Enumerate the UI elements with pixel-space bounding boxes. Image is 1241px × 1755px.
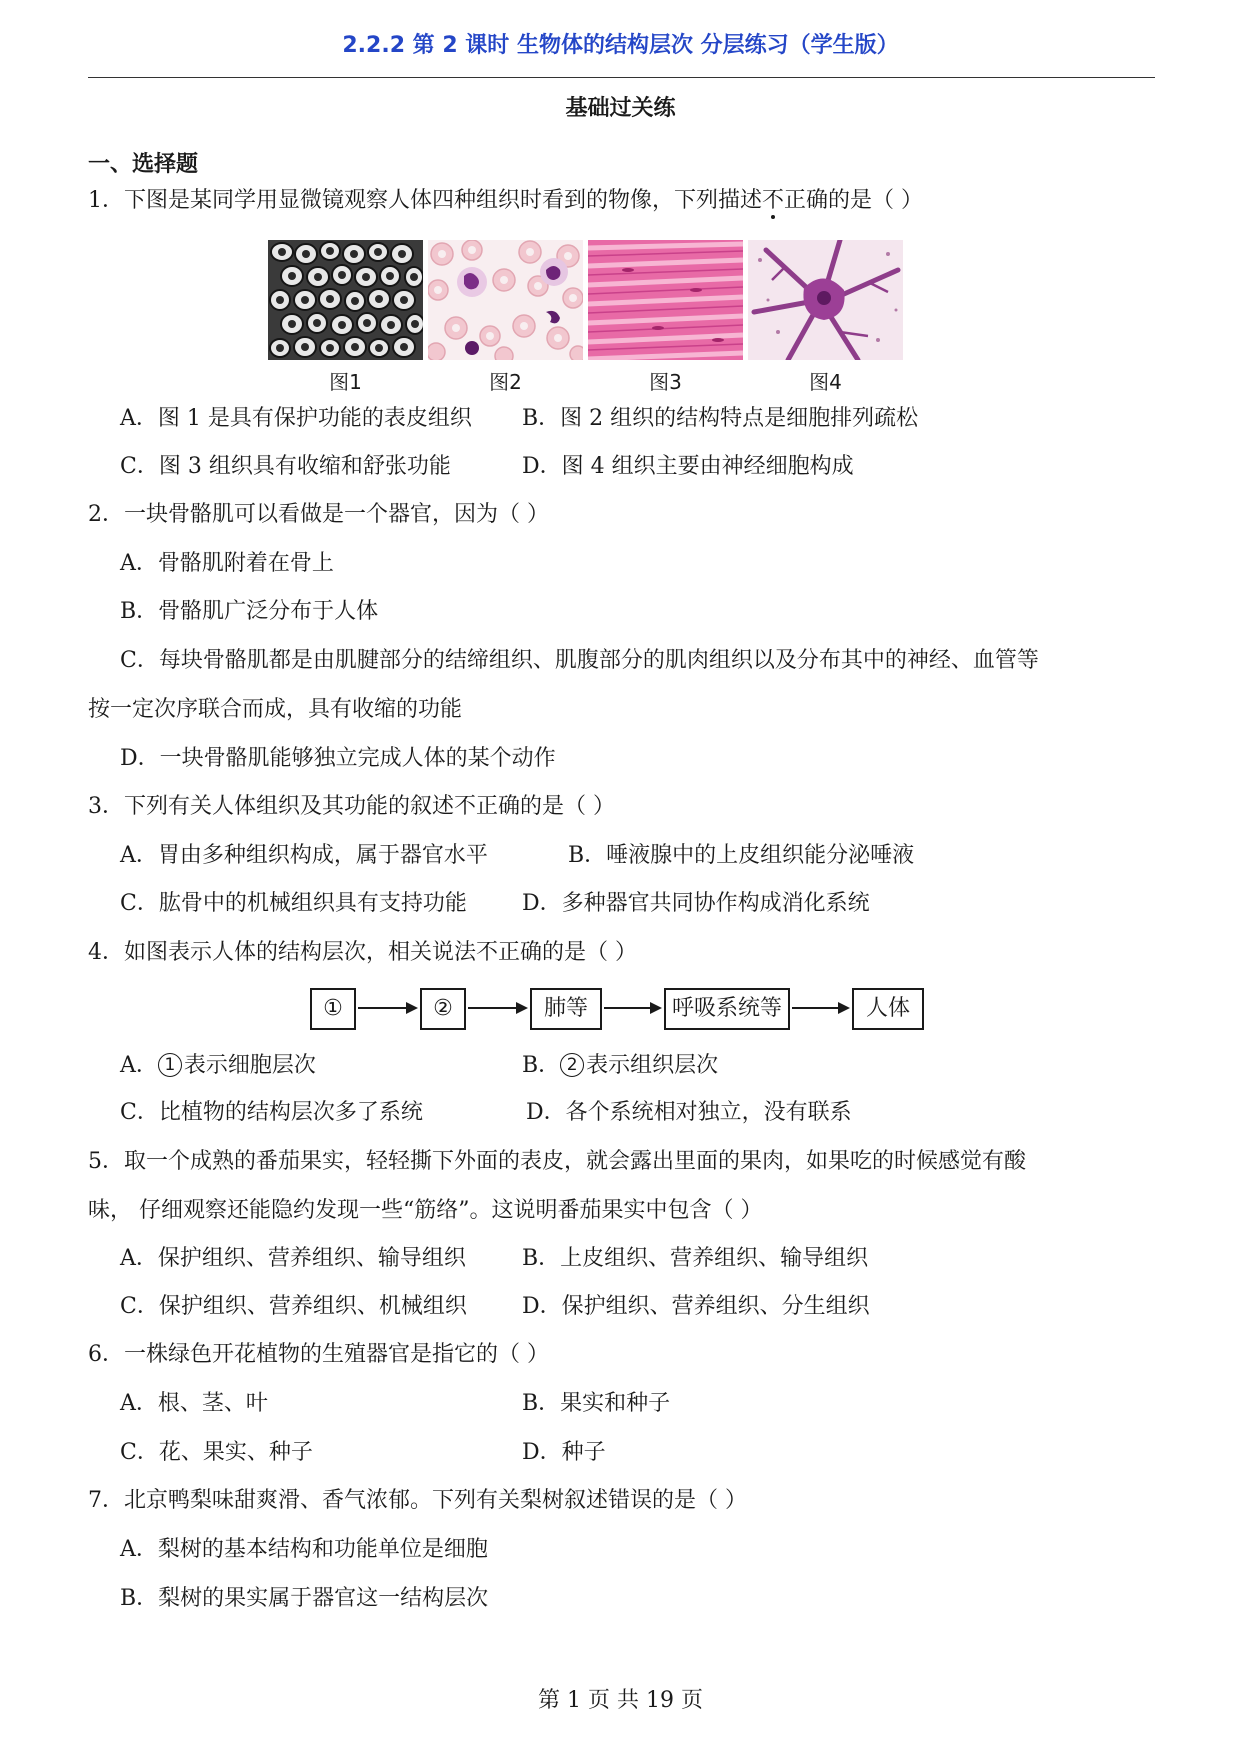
structure-level-flowchart [310,988,930,1038]
emphasis-dot-char: 不 [762,188,785,213]
header-divider [88,77,1155,78]
figure-4-nervous-tissue [748,240,903,360]
q7-option-b[interactable]: B．梨树的果实属于器官这一结构层次 [120,1586,489,1611]
q6-option-a[interactable]: A．根、茎、叶 [120,1391,268,1416]
flow-box-1: ① [310,988,356,1030]
circled-number-icon: 1 [158,1053,182,1077]
flow-arrow-icon [792,1007,848,1009]
q1-option-d[interactable]: D．图 4 组织主要由神经细胞构成 [522,454,854,479]
q2-option-c-continued: 按一定次序联合而成，具有收缩的功能 [88,697,463,722]
figure-2-label: 图2 [489,370,522,394]
question-4-stem: 4．如图表示人体的结构层次，相关说法不正确的是（ ） [88,940,637,965]
question-5-stem-continued: 味， 仔细观察还能隐约发现一些“筋络”。这说明番茄果实中包含（ ） [88,1198,763,1223]
q4-option-c[interactable]: C．比植物的结构层次多了系统 [120,1100,423,1125]
figure-2-blood-tissue [428,240,583,360]
flow-arrow-icon [604,1007,660,1009]
figure-1-epithelial-tissue [268,240,423,360]
q6-option-c[interactable]: C．花、果实、种子 [120,1440,313,1465]
q3-option-b[interactable]: B．唾液腺中的上皮组织能分泌唾液 [568,843,915,868]
q7-option-a[interactable]: A．梨树的基本结构和功能单位是细胞 [120,1537,488,1562]
flow-box-4: 呼吸系统等 [664,988,790,1030]
question-7-stem: 7．北京鸭梨味甜爽滑、香气浓郁。下列有关梨树叙述错误的是（ ） [88,1488,747,1513]
q1-option-a[interactable]: A．图 1 是具有保护功能的表皮组织 [120,406,472,431]
flow-box-5: 人体 [852,988,924,1030]
page-header-title: 2.2.2 第 2 课时 生物体的结构层次 分层练习（学生版） [342,33,899,58]
q1-option-b[interactable]: B．图 2 组织的结构特点是细胞排列疏松 [522,406,919,431]
tissue-figures [268,240,968,400]
q4-option-b[interactable]: B． 2 表示组织层次 [522,1053,719,1078]
part-heading: 一、选择题 [88,152,199,177]
q6-option-d[interactable]: D．种子 [522,1440,606,1465]
question-1-stem: 1．下图是某同学用显微镜观察人体四种组织时看到的物像，下列描述不正确的是（ ） [88,188,924,213]
q4-option-a[interactable]: A． 1 表示细胞层次 [120,1053,316,1078]
q1-option-c[interactable]: C．图 3 组织具有收缩和舒张功能 [120,454,451,479]
q5-option-c[interactable]: C．保护组织、营养组织、机械组织 [120,1294,467,1319]
page-footer: 第 1 页 共 19 页 [538,1688,703,1713]
q3-option-d[interactable]: D．多种器官共同协作构成消化系统 [522,891,870,916]
q2-option-d[interactable]: D．一块骨骼肌能够独立完成人体的某个动作 [120,746,556,771]
circled-number-icon: 2 [560,1053,584,1077]
figure-4-label: 图4 [809,370,842,394]
flow-box-3: 肺等 [530,988,602,1030]
flow-arrow-icon [358,1007,416,1009]
figure-1-label: 图1 [329,370,362,394]
question-6-stem: 6．一株绿色开花植物的生殖器官是指它的（ ） [88,1342,549,1367]
q6-option-b[interactable]: B．果实和种子 [522,1391,671,1416]
q2-option-c[interactable]: C．每块骨骼肌都是由肌腱部分的结缔组织、肌腹部分的肌肉组织以及分布其中的神经、血管等 [120,648,1039,673]
q5-option-a[interactable]: A．保护组织、营养组织、输导组织 [120,1246,466,1271]
figure-3-muscle-tissue [588,240,743,360]
q3-option-a[interactable]: A．胃由多种组织构成，属于器官水平 [120,843,488,868]
section-title: 基础过关练 [565,96,676,121]
q5-option-b[interactable]: B．上皮组织、营养组织、输导组织 [522,1246,869,1271]
figure-3-label: 图3 [649,370,682,394]
q2-option-b[interactable]: B．骨骼肌广泛分布于人体 [120,599,379,624]
flow-arrow-icon [468,1007,526,1009]
question-5-stem: 5．取一个成熟的番茄果实，轻轻撕下外面的表皮，就会露出里面的果肉，如果吃的时候感觉有酸 [88,1149,1027,1174]
question-2-stem: 2．一块骨骼肌可以看做是一个器官，因为（ ） [88,502,549,527]
q3-option-c[interactable]: C．肱骨中的机械组织具有支持功能 [120,891,467,916]
q5-option-d[interactable]: D．保护组织、营养组织、分生组织 [522,1294,870,1319]
question-3-stem: 3．下列有关人体组织及其功能的叙述不正确的是（ ） [88,794,615,819]
q4-option-d[interactable]: D．各个系统相对独立，没有联系 [526,1100,852,1125]
flow-box-2: ② [420,988,466,1030]
q2-option-a[interactable]: A．骨骼肌附着在骨上 [120,551,334,576]
